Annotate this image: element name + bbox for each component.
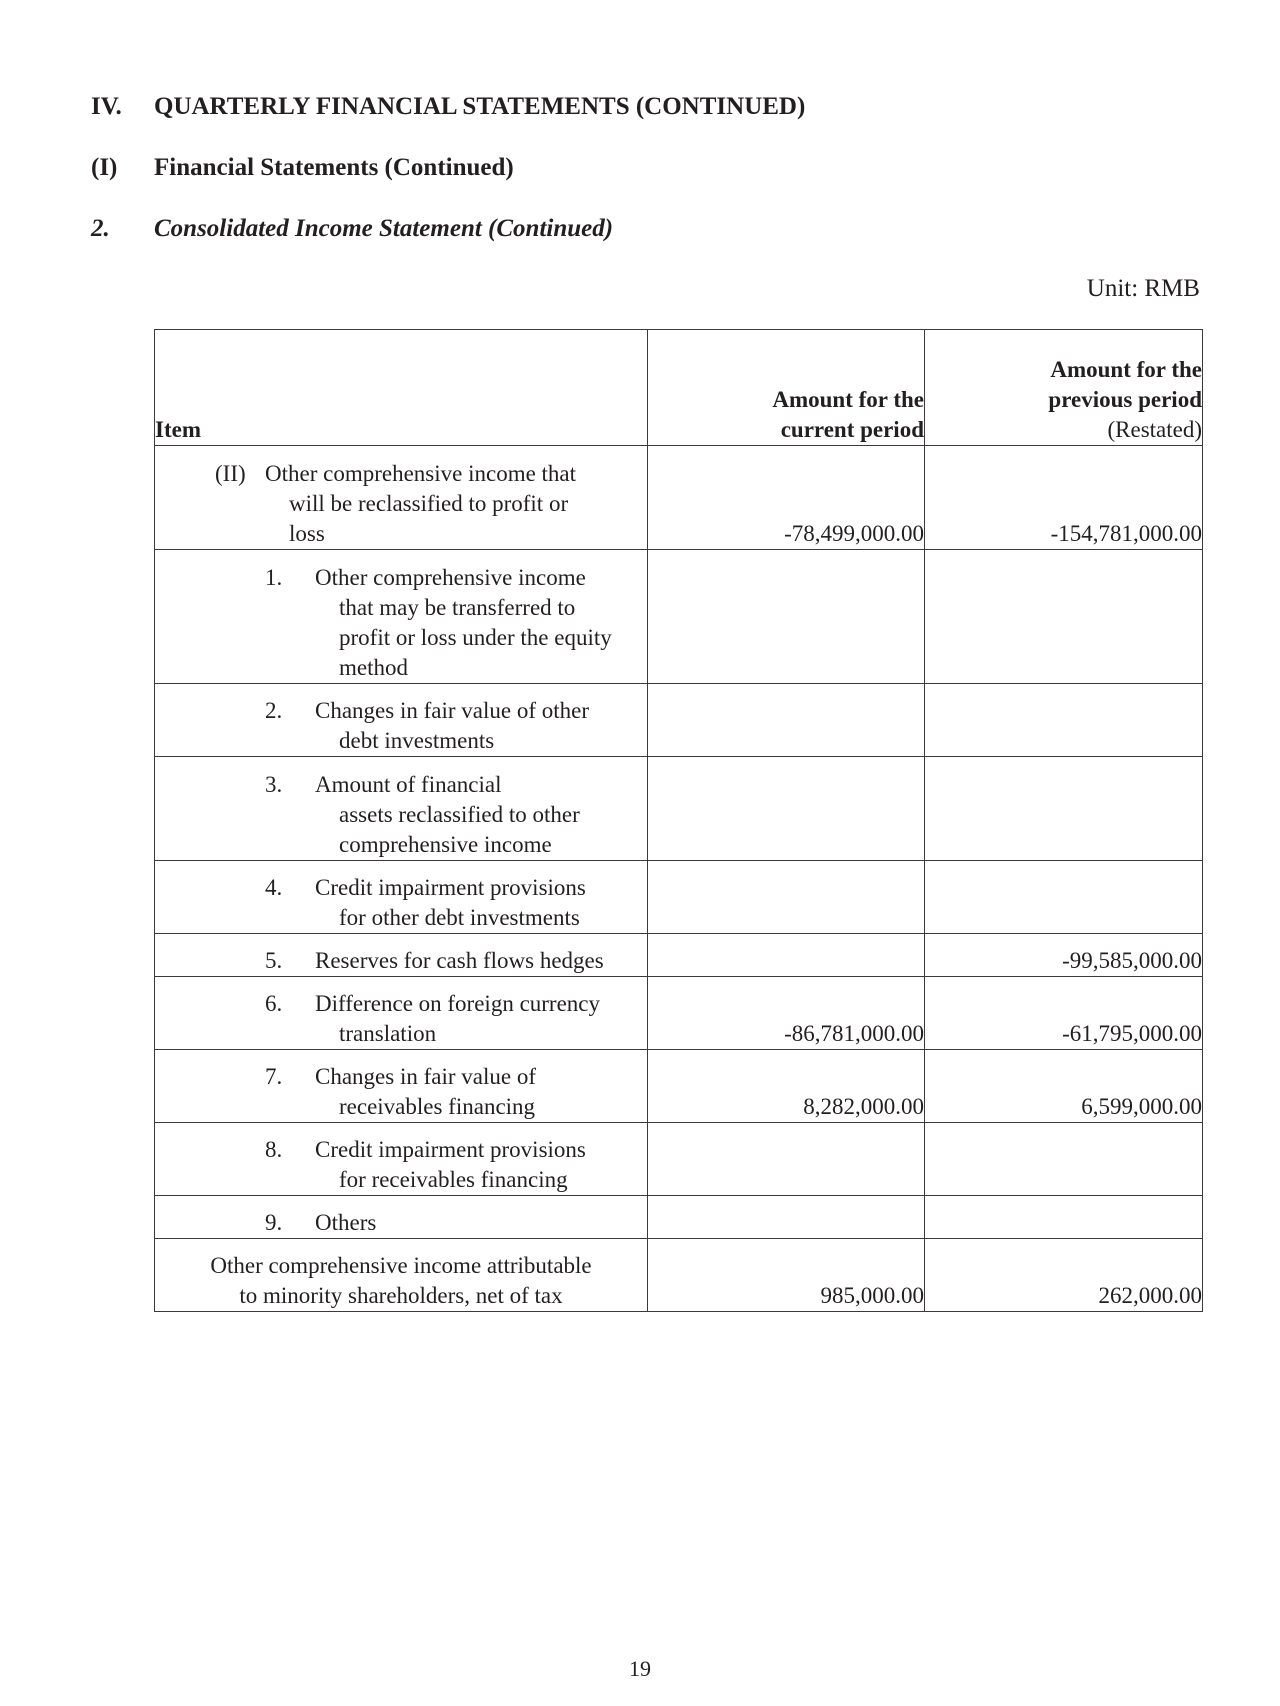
statement-number: 2. (91, 215, 110, 242)
current-amount (648, 861, 925, 934)
row-label-line: receivables financing (339, 1094, 536, 1119)
header-previous-line1: Amount for the (1050, 357, 1202, 382)
row-label-line: debt investments (339, 728, 495, 753)
row-number: 9. (265, 1210, 283, 1235)
current-amount (648, 550, 925, 684)
previous-amount (925, 757, 1203, 861)
table-row (155, 977, 1203, 1050)
row-label-line: Reserves for cash flows hedges (315, 948, 604, 973)
table-row (155, 757, 1203, 861)
table-row (155, 550, 1203, 684)
header-item: Item (155, 330, 648, 446)
table-row (155, 1123, 1203, 1196)
row-label-line: for other debt investments (339, 905, 580, 930)
row-number: 5. (265, 948, 283, 973)
table-row (155, 1050, 1203, 1123)
row-number: 6. (265, 991, 283, 1016)
row-label-line: Difference on foreign currency (315, 991, 601, 1016)
table-row (155, 446, 1203, 550)
unit-label: Unit: RMB (1086, 275, 1200, 302)
table-row (155, 684, 1203, 757)
row-label-line: assets reclassified to other (339, 802, 580, 827)
header-previous-period (925, 330, 1203, 446)
previous-amount: 6,599,000.00 (925, 1050, 1203, 1123)
row-label (155, 1239, 648, 1312)
statement-title: Consolidated Income Statement (Continued) (154, 215, 614, 242)
current-amount: -78,499,000.00 (648, 446, 925, 550)
current-amount (648, 1196, 925, 1239)
row-label (155, 550, 648, 684)
row-label-line: profit or loss under the equity (339, 625, 612, 650)
row-label-line: will be reclassified to profit or (289, 491, 569, 516)
header-current-line2: current period (780, 417, 924, 442)
row-label-line: Credit impairment provisions (315, 1137, 586, 1162)
previous-amount (925, 861, 1203, 934)
header-previous-line3: (Restated) (1107, 417, 1202, 442)
row-label-line: for receivables financing (339, 1167, 568, 1192)
previous-amount (925, 684, 1203, 757)
row-label (155, 1050, 648, 1123)
row-label-line: Other comprehensive income that (265, 461, 577, 486)
section-number: IV. (91, 93, 122, 120)
previous-amount: -99,585,000.00 (925, 934, 1203, 977)
header-previous-line2: previous period (1048, 387, 1202, 412)
row-number: 2. (265, 698, 283, 723)
current-amount: 985,000.00 (648, 1239, 925, 1312)
current-amount (648, 934, 925, 977)
row-label-line: Other comprehensive income attributable (210, 1253, 592, 1278)
previous-amount: 262,000.00 (925, 1239, 1203, 1312)
previous-amount: -154,781,000.00 (925, 446, 1203, 550)
current-amount: 8,282,000.00 (648, 1050, 925, 1123)
row-label (155, 757, 648, 861)
table-header-row (155, 330, 1203, 446)
row-label (155, 446, 648, 550)
row-label (155, 684, 648, 757)
section-title: QUARTERLY FINANCIAL STATEMENTS (CONTINUED) (154, 93, 806, 120)
table-row (155, 861, 1203, 934)
row-number: 3. (265, 772, 283, 797)
previous-amount (925, 1123, 1203, 1196)
table-row (155, 934, 1203, 977)
header-current-period (648, 330, 925, 446)
row-number: 8. (265, 1137, 283, 1162)
row-label-line: loss (289, 521, 325, 546)
row-label (155, 934, 648, 977)
row-number: 1. (265, 565, 283, 590)
row-label-line: Other comprehensive income (315, 565, 586, 590)
row-number: 7. (265, 1064, 283, 1089)
row-label-line: method (339, 655, 408, 680)
income-statement-table (154, 329, 1203, 1312)
row-number: (II) (215, 461, 246, 486)
row-label (155, 1123, 648, 1196)
previous-amount (925, 550, 1203, 684)
row-label-line: that may be transferred to (339, 595, 576, 620)
row-label-line: Changes in fair value of other (315, 698, 589, 723)
current-amount (648, 757, 925, 861)
table-row (155, 1196, 1203, 1239)
previous-amount: -61,795,000.00 (925, 977, 1203, 1050)
current-amount: -86,781,000.00 (648, 977, 925, 1050)
row-label-line: Amount of financial (315, 772, 502, 797)
previous-amount (925, 1196, 1203, 1239)
row-label-line: Changes in fair value of (315, 1064, 536, 1089)
row-label-line: Others (315, 1210, 377, 1235)
header-current-line1: Amount for the (772, 387, 924, 412)
row-label-line: comprehensive income (339, 832, 552, 857)
row-number: 4. (265, 875, 283, 900)
row-label (155, 861, 648, 934)
table-row (155, 1239, 1203, 1312)
current-amount (648, 1123, 925, 1196)
subsection-title: Financial Statements (Continued) (154, 154, 514, 181)
row-label-line: translation (339, 1021, 437, 1046)
row-label (155, 977, 648, 1050)
row-label-line: Credit impairment provisions (315, 875, 586, 900)
row-label-line: to minority shareholders, net of tax (239, 1283, 563, 1308)
page-number: 19 (629, 1656, 651, 1681)
row-label (155, 1196, 648, 1239)
subsection-number: (I) (91, 154, 118, 181)
current-amount (648, 684, 925, 757)
